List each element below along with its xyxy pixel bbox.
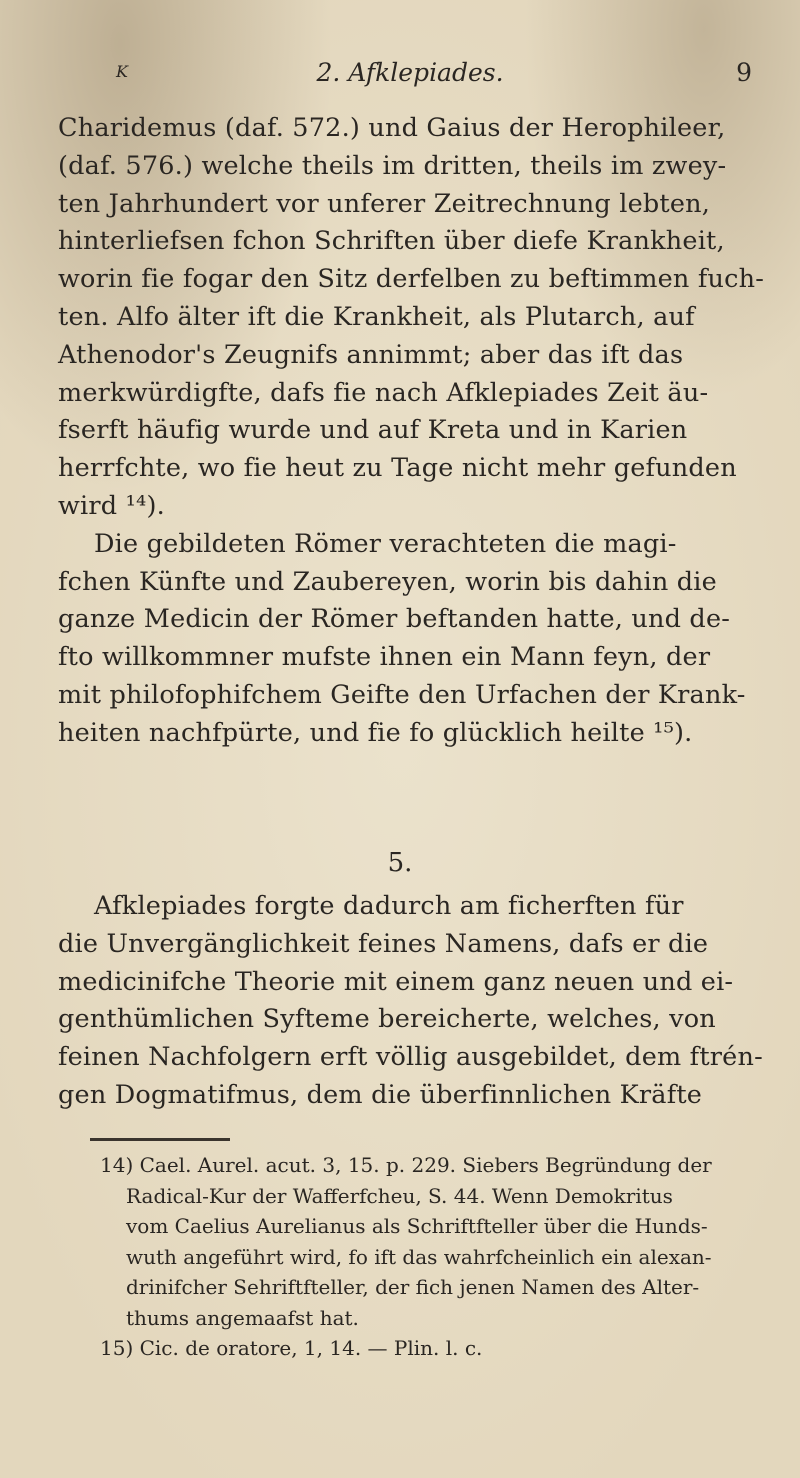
text-line: ten. Alfo älter ift die Krankheit, als Plutarch, auf: [58, 301, 695, 332]
text-line: Athenodor's Zeugnifs annimmt; aber das ift das: [58, 339, 684, 370]
text-line: fchen Künfte und Zaubereyen, worin bis dahin die: [58, 566, 717, 597]
page-number: 9: [736, 58, 752, 87]
signature-mark: K: [116, 62, 128, 81]
text-line: heiten nachfpürte, und fie fo glücklich heilte ¹⁵).: [58, 717, 693, 748]
text-line: fserft häufig wurde und auf Kreta und in Karien: [58, 415, 688, 446]
footnote-line: wuth angeführt wird, fo ift das wahrfcheinlich ein alexan-: [126, 1244, 712, 1269]
footnote-line: thums angemaafst hat.: [126, 1305, 359, 1330]
text-line: wird ¹⁴).: [58, 490, 165, 521]
text-line: ganze Medicin der Römer beftanden hatte, und de-: [58, 604, 731, 635]
text-line: ten Jahrhundert vor unferer Zeitrechnung lebten,: [58, 188, 711, 219]
text-line: merkwürdigfte, dafs fie nach Afklepiades Zeit äu-: [58, 377, 709, 408]
text-line: (daf. 576.) welche theils im dritten, theils im zwey-: [58, 150, 727, 181]
footnote-line: Radical-Kur der Wafferfcheu, S. 44. Wenn Demokritus: [126, 1183, 673, 1208]
text-line: Charidemus (daf. 572.) und Gaius der Herophileer,: [58, 113, 726, 143]
paragraph-2: [58, 888, 763, 1115]
text-line: fto willkommner mufste ihnen ein Mann feyn, der: [58, 642, 711, 673]
text-line: gen Dogmatifmus, dem die überfinnlichen Kräfte: [58, 1079, 703, 1110]
footnotes: [100, 1150, 740, 1364]
text-line: herrfchte, wo fie heut zu Tage nicht mehr gefunden: [58, 453, 737, 484]
text-line: medicinifche Theorie mit einem ganz neuen und ei-: [58, 966, 734, 997]
text-line: die Unvergänglichkeit feines Namens, dafs er die: [58, 928, 709, 959]
footnote-line: vom Caelius Aurelianus als Schriftfteller über die Hunds-: [126, 1214, 708, 1238]
text-line: Afklepiades forgte dadurch am ficherften für: [94, 891, 684, 921]
text-line: hinterliefsen fchon Schriften über diefe Krankheit,: [58, 226, 725, 257]
footnote-line: 15) Cic. de oratore, 1, 14. — Plin. l. c.: [100, 1336, 483, 1360]
paragraph-1: [58, 110, 765, 753]
text-line: feinen Nachfolgern erft völlig ausgebildet, dem ftrén-: [58, 1042, 763, 1073]
page-header: [60, 58, 760, 98]
footnote-rule: [90, 1138, 230, 1141]
running-title: 2. Afklepiades.: [316, 58, 504, 87]
footnote-line: 14) Cael. Aurel. acut. 3, 15. p. 229. Siebers Begründung der: [100, 1153, 712, 1177]
text-line: genthümlichen Syfteme bereicherte, welches, von: [58, 1004, 716, 1035]
text-line: worin fie fogar den Sitz derfelben zu beftimmen fuch-: [58, 264, 765, 295]
text-line: Die gebildeten Römer verachteten die magi-: [94, 528, 677, 559]
section-number: 5.: [387, 848, 413, 878]
text-line: mit philofophifchem Geifte den Urfachen der Krank-: [58, 679, 746, 710]
footnote-line: drinifcher Sehriftfteller, der fich jenen Namen des Alter-: [126, 1275, 700, 1299]
